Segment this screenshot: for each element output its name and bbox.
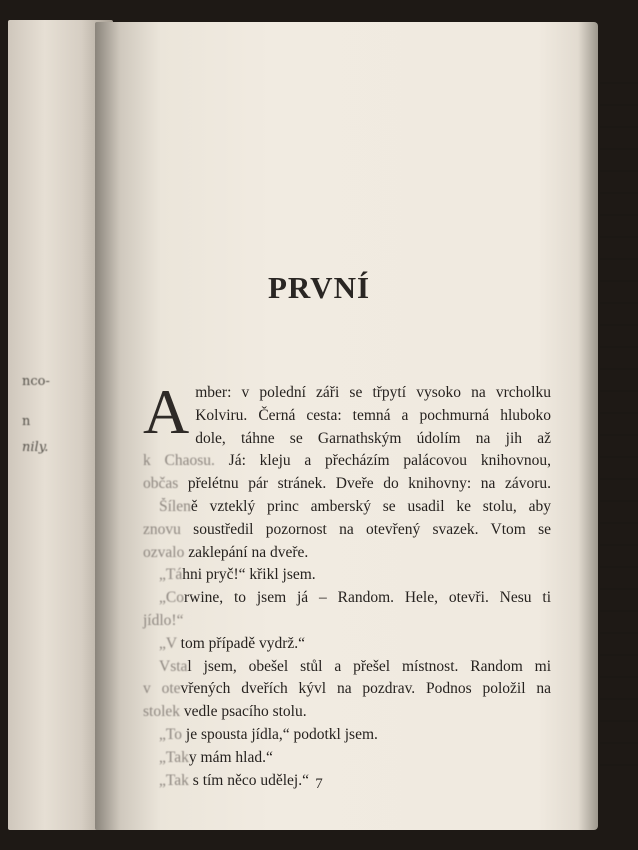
show-through-text bbox=[600, 82, 638, 782]
drop-cap: A bbox=[143, 376, 190, 447]
page-number: 7 bbox=[315, 776, 323, 792]
text-line: k Chaosu. Já: kleju a přecházím palácovou knihovnou, bbox=[143, 452, 551, 470]
prev-page-fragment: nily. bbox=[22, 440, 49, 455]
text-line: „V tom případě vydrž.“ bbox=[159, 634, 306, 652]
text-line: stolek vedle psacího stolu. bbox=[143, 703, 307, 721]
text-line: „Táhni pryč!“ křikl jsem. bbox=[159, 566, 316, 584]
text-line: mber: v polední záři se třpytí vysoko na vrcholku bbox=[195, 384, 551, 401]
text-line: v otevřených dveřích kývl na pozdrav. Podnos položil na bbox=[143, 680, 551, 698]
text-line: „Tak s tím něco udělej.“ bbox=[159, 771, 309, 789]
prev-page-fragment: nco- bbox=[22, 374, 50, 389]
text-line: „To je spousta jídla,“ podotkl jsem. bbox=[159, 725, 378, 743]
text-line: Šíleně vzteklý princ amberský se usadil ke stolu, aby bbox=[159, 497, 551, 515]
chapter-body bbox=[143, 376, 551, 792]
text-line: Vstal jsem, obešel stůl a přešel místnost. Random mi bbox=[159, 657, 551, 675]
text-line: znovu soustředil pozornost na otevřený svazek. Vtom se bbox=[143, 520, 551, 538]
chapter-title: PRVNÍ bbox=[267, 270, 371, 305]
prev-page-fragment: n bbox=[22, 414, 31, 429]
text-line: Kolviru. Černá cesta: temná a pochmurná hluboko bbox=[195, 406, 551, 424]
text-line: občas přelétnu pár stránek. Dveře do knihovny: na závoru. bbox=[143, 475, 551, 493]
text-line: „Corwine, to jsem já – Random. Hele, otevři. Nesu ti bbox=[159, 589, 551, 607]
text-line: „Taky mám hlad.“ bbox=[159, 748, 273, 766]
text-line: ozvalo zaklepání na dveře. bbox=[143, 543, 309, 561]
text-line: dole, táhne se Garnathským údolím na jih až bbox=[195, 429, 551, 447]
text-line: jídlo!“ bbox=[143, 611, 184, 629]
